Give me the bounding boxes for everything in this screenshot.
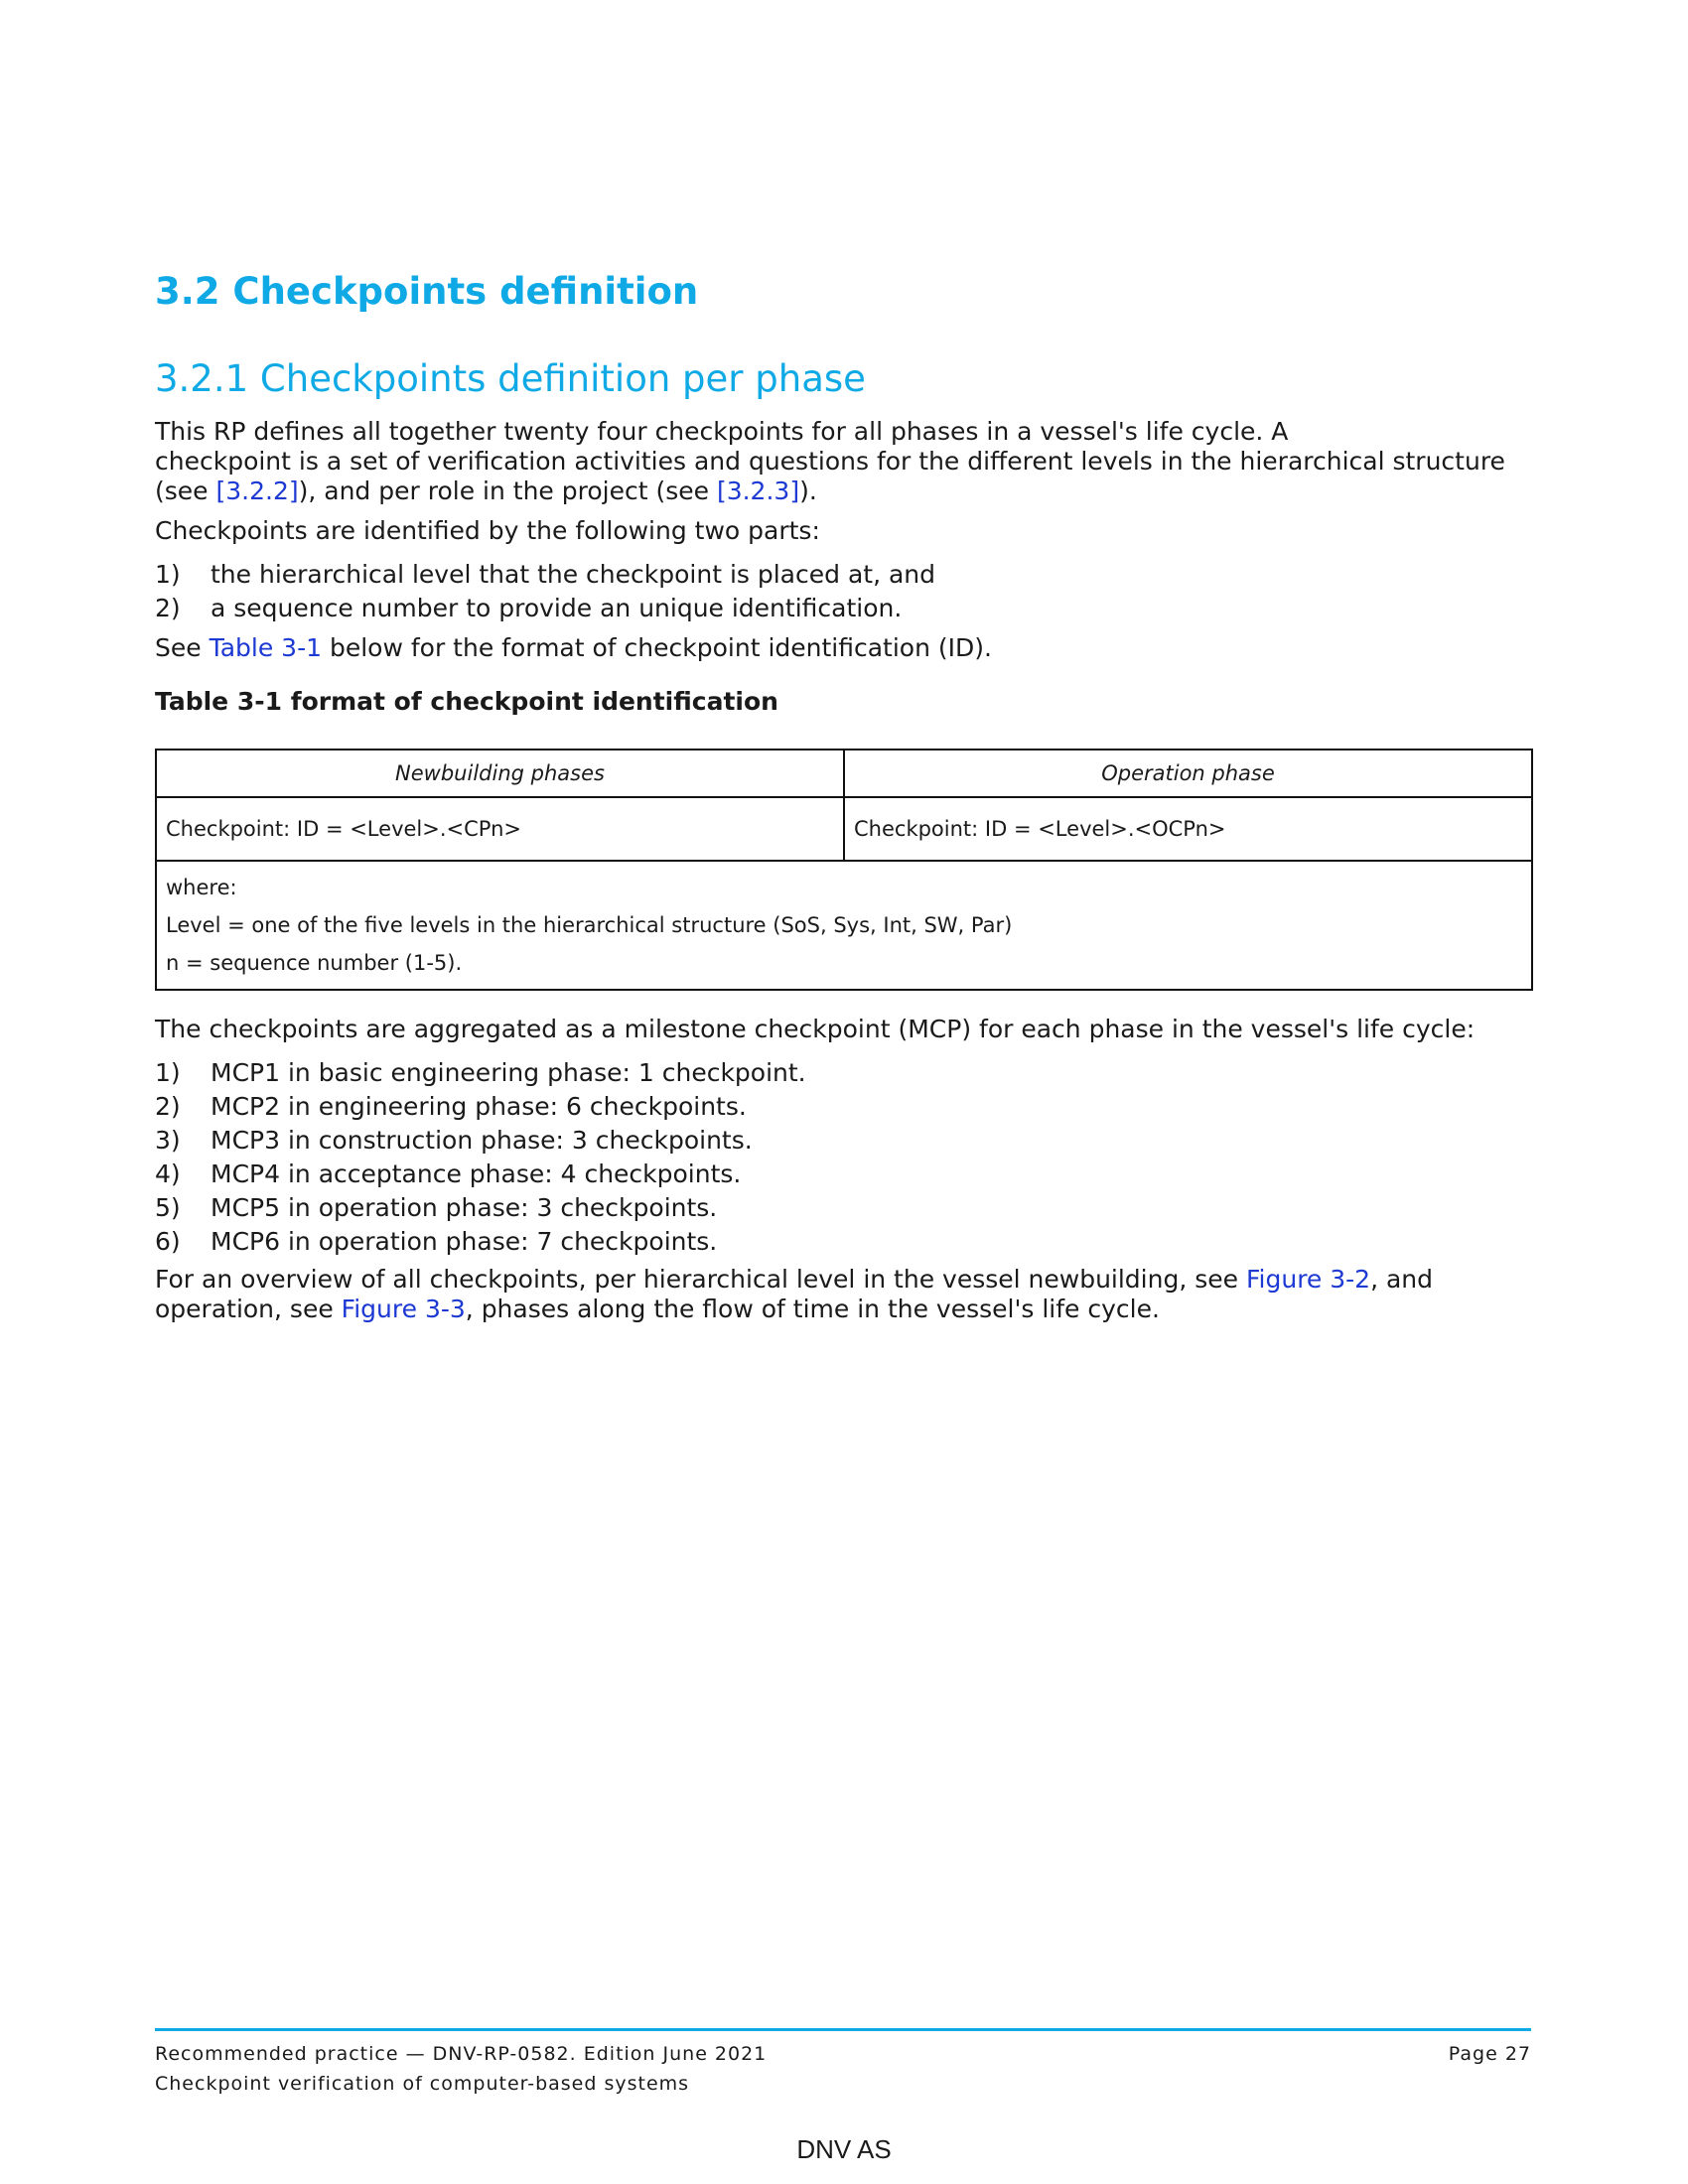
list-number: 1) <box>155 560 181 589</box>
overview-line-1 <box>155 1265 1531 1295</box>
list-text: the hierarchical level that the checkpoint is placed at, and <box>211 560 935 589</box>
intro-line-3 <box>155 477 1531 506</box>
intro-line-2: checkpoint is a set of verification activities and questions for the different levels in the hierarchical structure <box>155 447 1505 476</box>
list-text: MCP3 in construction phase: 3 checkpoints. <box>211 1126 753 1155</box>
table-row <box>156 797 1532 861</box>
overview-text-d: , phases along the flow of time in the vessel's life cycle. <box>465 1295 1160 1323</box>
subsection-heading: 3.2.1 Checkpoints definition per phase <box>155 357 866 400</box>
list-number: 2) <box>155 1092 181 1121</box>
footer-line-2: Checkpoint verification of computer-based systems <box>155 2073 690 2095</box>
list-text: MCP1 in basic engineering phase: 1 checkpoint. <box>211 1058 806 1087</box>
list-item <box>155 1191 1531 1225</box>
list-text: MCP2 in engineering phase: 6 checkpoints. <box>211 1092 747 1121</box>
overview-line-2 <box>155 1295 1531 1324</box>
link-3-2-2[interactable]: [3.2.2] <box>215 477 299 505</box>
overview-text-b: , and <box>1370 1265 1434 1294</box>
header-newbuilding: Newbuilding phases <box>156 750 844 797</box>
parts-list <box>155 558 1531 625</box>
cell-operation-id: Checkpoint: ID = <Level>.<OCPn> <box>844 797 1532 861</box>
see-table-paragraph <box>155 633 1531 663</box>
list-number: 4) <box>155 1160 181 1188</box>
link-figure-3-3[interactable]: Figure 3-3 <box>341 1295 466 1323</box>
link-figure-3-2[interactable]: Figure 3-2 <box>1245 1265 1371 1294</box>
overview-text-c: operation, see <box>155 1295 342 1323</box>
list-text: MCP5 in operation phase: 3 checkpoints. <box>211 1193 718 1222</box>
link-3-2-3[interactable]: [3.2.3] <box>716 477 800 505</box>
list-number: 2) <box>155 594 181 622</box>
list-number: 5) <box>155 1193 181 1222</box>
intro-paragraph <box>155 417 1531 506</box>
section-heading: 3.2 Checkpoints definition <box>155 270 699 313</box>
footer-rule <box>155 2028 1531 2031</box>
where-label: where: <box>166 876 237 899</box>
list-item <box>155 1090 1531 1124</box>
list-number: 3) <box>155 1126 181 1155</box>
list-item <box>155 592 1531 625</box>
footer-document-id: Recommended practice — DNV-RP-0582. Edition June 2021 <box>155 2043 768 2065</box>
see-table-text-a: See <box>155 633 210 662</box>
footer-owner: DNV AS <box>796 2134 892 2164</box>
table-caption: Table 3-1 format of checkpoint identification <box>155 687 778 716</box>
intro-text-a: (see <box>155 477 216 505</box>
where-level: Level = one of the five levels in the hierarchical structure (SoS, Sys, Int, SW, Par) <box>166 913 1013 937</box>
list-text: MCP4 in acceptance phase: 4 checkpoints. <box>211 1160 742 1188</box>
list-item <box>155 1056 1531 1090</box>
intro-line-1: This RP defines all together twenty four checkpoints for all phases in a vessel's life cycle. A <box>155 417 1289 446</box>
where-n: n = sequence number (1-5). <box>166 951 463 975</box>
checkpoint-id-table <box>155 749 1533 991</box>
table-header-row <box>156 750 1532 797</box>
overview-paragraph <box>155 1265 1531 1324</box>
footer-line-1 <box>155 2043 1531 2065</box>
link-table-3-1[interactable]: Table 3-1 <box>209 633 323 662</box>
list-item <box>155 1225 1531 1259</box>
header-operation: Operation phase <box>844 750 1532 797</box>
mcp-list <box>155 1056 1531 1259</box>
see-table-text-b: below for the format of checkpoint identification (ID). <box>322 633 992 662</box>
list-number: 1) <box>155 1058 181 1087</box>
cell-newbuilding-id: Checkpoint: ID = <Level>.<CPn> <box>156 797 844 861</box>
list-item <box>155 1158 1531 1191</box>
list-text: MCP6 in operation phase: 7 checkpoints. <box>211 1227 718 1256</box>
intro-text-b: ), and per role in the project (see <box>298 477 717 505</box>
list-item <box>155 1124 1531 1158</box>
overview-text-a: For an overview of all checkpoints, per hierarchical level in the vessel newbuilding, see <box>155 1265 1246 1294</box>
table-where-row <box>156 861 1532 990</box>
list-item <box>155 558 1531 592</box>
page-number: Page 27 <box>1448 2043 1531 2065</box>
list-number: 6) <box>155 1227 181 1256</box>
cell-where <box>156 861 1532 990</box>
identified-paragraph: Checkpoints are identified by the following two parts: <box>155 516 820 545</box>
aggregated-paragraph: The checkpoints are aggregated as a milestone checkpoint (MCP) for each phase in the vessel's life cycle: <box>155 1015 1476 1043</box>
list-text: a sequence number to provide an unique identification. <box>211 594 903 622</box>
intro-text-c: ). <box>799 477 817 505</box>
